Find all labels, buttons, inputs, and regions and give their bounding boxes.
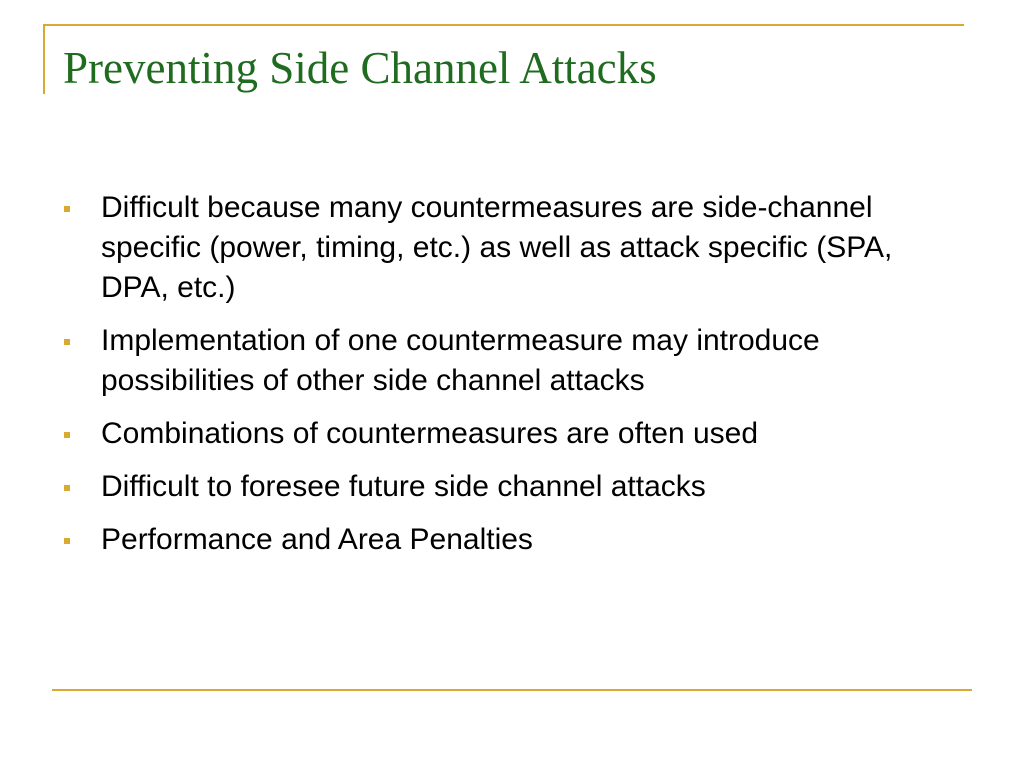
square-bullet-icon xyxy=(64,339,70,345)
title-frame-vertical-line xyxy=(43,24,45,94)
bullet-item xyxy=(62,520,962,560)
title-frame-top-rule xyxy=(43,24,964,26)
bullet-text: Implementation of one countermeasure may introduce possibilities of other side channel attacks xyxy=(101,324,820,397)
footer-rule xyxy=(52,689,972,691)
square-bullet-icon xyxy=(64,432,70,438)
bullet-text: Difficult because many countermeasures are side-channel specific (power, timing, etc.) as well as attack specific (SPA, DPA, etc.) xyxy=(101,191,893,304)
square-bullet-icon xyxy=(64,485,70,491)
slide-title: Preventing Side Channel Attacks xyxy=(63,43,657,93)
bullet-item xyxy=(62,188,962,308)
square-bullet-icon xyxy=(64,538,70,544)
bullet-item xyxy=(62,414,962,454)
bullet-text: Performance and Area Penalties xyxy=(101,523,533,556)
bullet-text: Combinations of countermeasures are often used xyxy=(101,417,759,450)
bullet-item xyxy=(62,467,962,507)
bullet-text: Difficult to foresee future side channel attacks xyxy=(101,470,706,503)
square-bullet-icon xyxy=(64,206,70,212)
bullet-list xyxy=(62,188,962,573)
bullet-item xyxy=(62,321,962,401)
